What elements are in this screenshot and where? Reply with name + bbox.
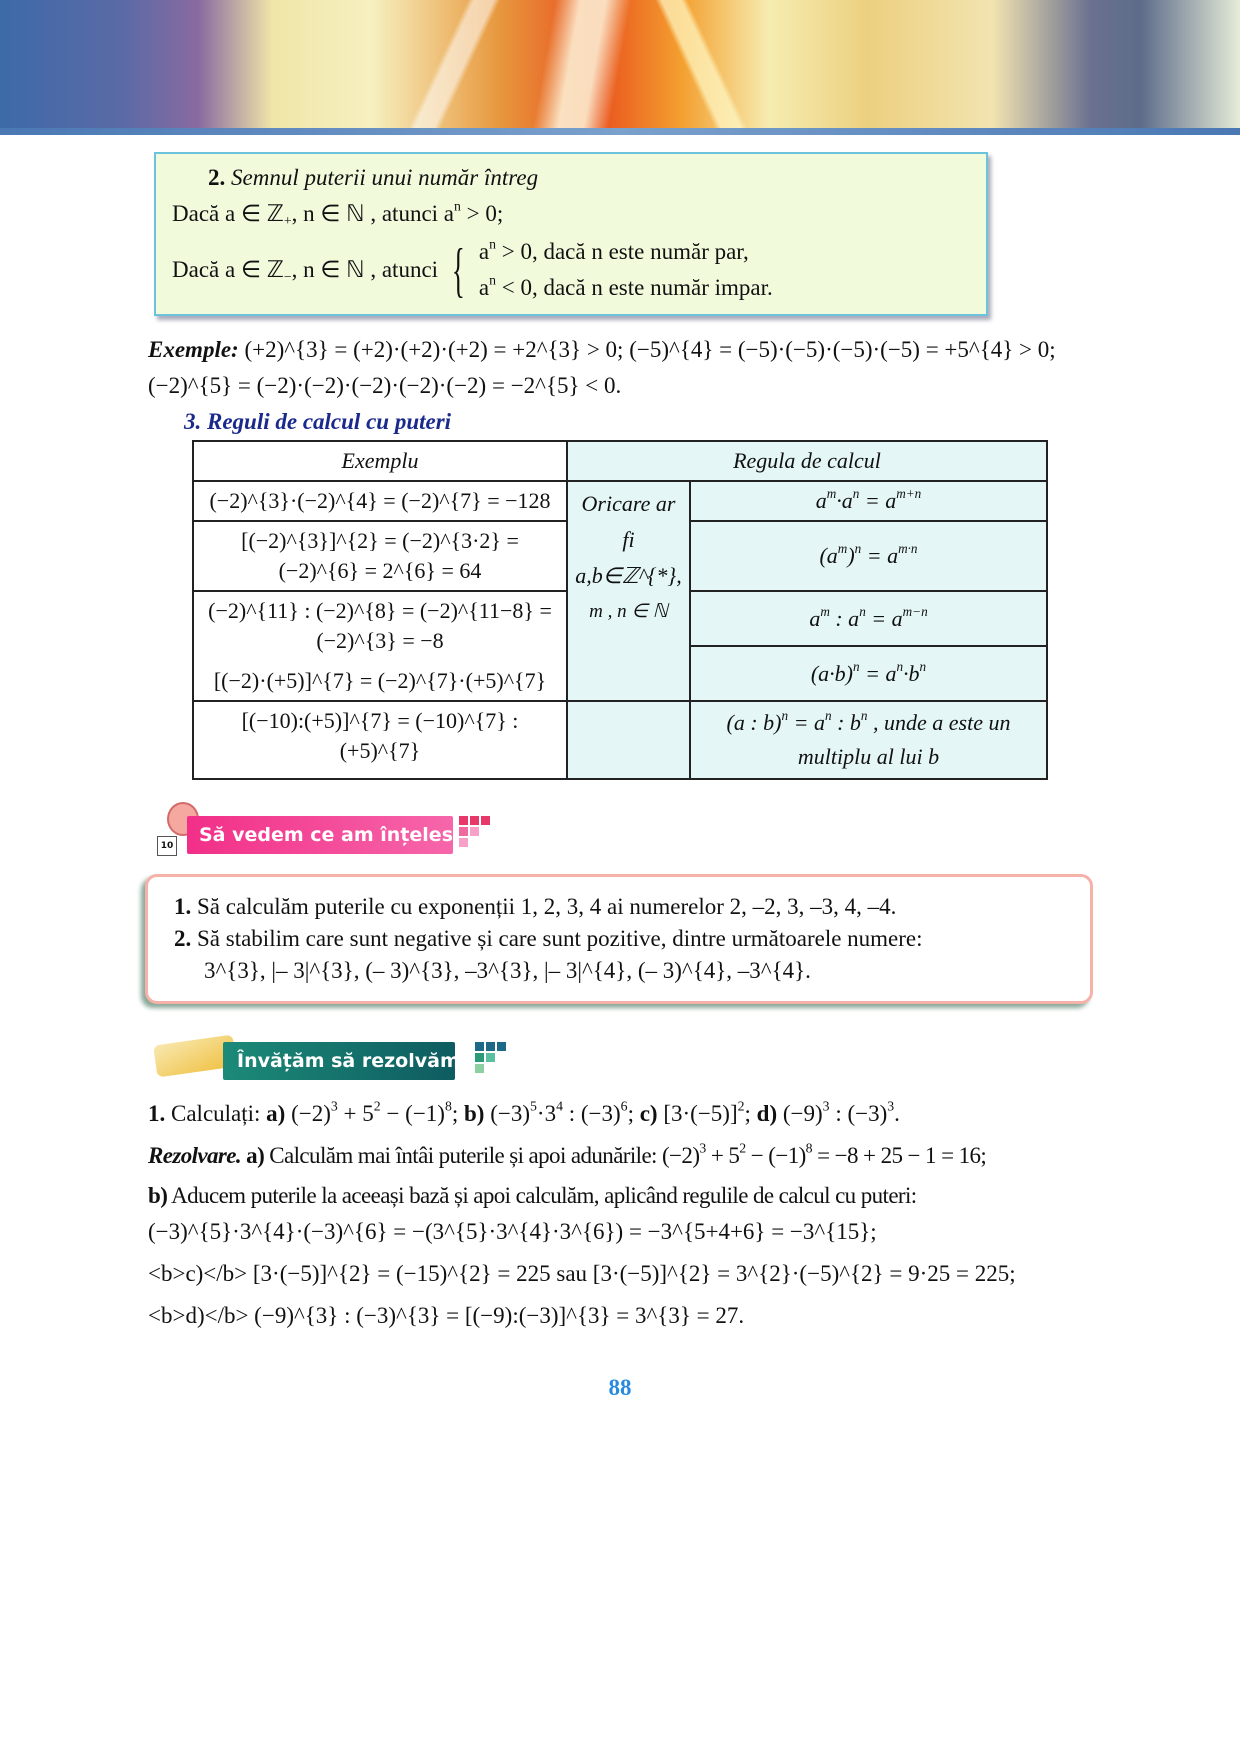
rule-cell bbox=[690, 701, 1047, 779]
example-cell bbox=[193, 591, 567, 701]
number-card-badge: 10 bbox=[157, 836, 177, 856]
header-photo-banner bbox=[0, 0, 1240, 128]
sign-rule-box bbox=[154, 152, 988, 316]
examples-label: Exemple: bbox=[148, 337, 239, 362]
condition-line: m , n ∈ ℕ bbox=[589, 601, 668, 622]
item-number: 1. bbox=[174, 894, 192, 919]
positive-base-rule: Dacă a ∈ ℤ$_+$, n ∈ ℕ , atunci $a^n > 0$; bbox=[172, 198, 504, 229]
header-example: Exemplu bbox=[193, 441, 567, 481]
negative-base-block bbox=[172, 236, 972, 304]
page-content bbox=[148, 152, 1092, 1404]
rule-note: multiplu al lui b bbox=[797, 744, 940, 769]
example-cell: [(−10):(+5)]^{7} = (−10)^{7} : (+5)^{7} bbox=[193, 701, 567, 779]
solution-a bbox=[148, 1140, 1092, 1172]
section-banner-understood bbox=[157, 802, 502, 860]
rule-cell: $a^m$ : $a^n = a^{m-n}$ bbox=[690, 591, 1047, 646]
exercise-statement bbox=[148, 1098, 1092, 1130]
rules-heading: 3. Reguli de calcul cu puteri bbox=[184, 409, 452, 434]
section-title: Să vedem ce am înțeles bbox=[187, 816, 453, 854]
page-number: 88 bbox=[608, 1375, 632, 1400]
solution-b: b) Aducem puterile la aceeași bază și apoi calculăm, aplicând regulile de calcul cu puteri: bbox=[148, 1183, 917, 1208]
examples-line-2: (−2)^{5} = (−2)·(−2)·(−2)·(−2)·(−2) = −2^{5} < 0. bbox=[148, 373, 622, 398]
item-number: 2. bbox=[174, 926, 192, 951]
case-odd: $a^n < 0$, dacă n este număr impar. bbox=[478, 272, 773, 300]
exercise-number: 1. bbox=[148, 1101, 166, 1126]
item-text: Să stabilim care sunt negative și care sunt pozitive, dintre următoarele numere: bbox=[197, 926, 923, 951]
cases bbox=[479, 236, 773, 304]
example-cell: (−2)^{3}·(−2)^{4} = (−2)^{7} = −128 bbox=[193, 481, 567, 521]
section-title: Învățăm să rezolvăm bbox=[223, 1042, 455, 1080]
rule-cell: $(a^m)^n = a^{m\cdot n}$ bbox=[690, 521, 1047, 591]
empty-condition-cell bbox=[567, 701, 690, 779]
exercise-numbers: 3^{3}, |– 3|^{3}, (– 3)^{3}, –3^{3}, |– 3|^{4}, (– 3)^{4}, –3^{4}. bbox=[204, 958, 811, 983]
exercise-item-1 bbox=[174, 891, 1074, 923]
condition-line: Oricare ar bbox=[581, 491, 676, 516]
header-rule: Regula de calcul bbox=[567, 441, 1047, 481]
example-formula: (−2)^{11} : (−2)^{8} = (−2)^{11−8} = (−2)^{3} = −8 bbox=[208, 598, 552, 653]
sign-rule-title bbox=[172, 162, 972, 194]
exercise-box bbox=[145, 874, 1093, 1004]
example-cell: [(−2)^{3}]^{2} = (−2)^{3·2} = (−2)^{6} = 2^{6} = 64 bbox=[193, 521, 567, 591]
brace-symbol: { bbox=[451, 237, 465, 303]
examples-formula-1: (+2)^{3} = (+2)·(+2)·(+2) = +2^{3} > 0; (−5)^{4} = (−5)·(−5)·(−5)·(−5) = +5^{4} > 0; bbox=[244, 337, 1056, 362]
item-text: Să calculăm puterile cu exponenții 1, 2, 3, 4 ai numerelor 2, –2, 3, –3, 4, –4. bbox=[197, 894, 897, 919]
exercise-item-2 bbox=[174, 923, 1074, 955]
exercise-text: Calculați: a) $(-2)^3 + 5^2 - (-1)^8$; b) $(-3)^5\cdot 3^4$ : $(-3)^6$; c) $[3\cdot(-5)]^2$; d) $(-9)^3$ : $(-3)^3$. bbox=[171, 1098, 900, 1126]
condition-cell bbox=[567, 481, 690, 701]
section-banner-solve bbox=[153, 1030, 518, 1088]
solution-b-formula: (−3)^{5}·3^{4}·(−3)^{6} = −(3^{5}·3^{4}·3^{6}) = −3^{5+4+6} = −3^{15}; bbox=[148, 1219, 877, 1244]
solution-label: Rezolvare. bbox=[148, 1143, 242, 1168]
solution-a-text: a) Calculăm mai întâi puterile și apoi adunările: $(-2)^3 + 5^2 - (-1)^8 = -8 + 25 - 1 = 16$; bbox=[246, 1140, 987, 1168]
rule-cell: $a^m\cdot a^n = a^{m+n}$ bbox=[690, 481, 1047, 521]
condition-line: fi bbox=[622, 527, 635, 552]
rule-formula: (a : $b)^n = a^n$ : $b^n$ , unde a este un bbox=[726, 708, 1011, 735]
header-divider bbox=[0, 128, 1240, 135]
example-formula: [(−2)·(+5)]^{7} = (−2)^{7}·(+5)^{7} bbox=[213, 668, 547, 693]
case-even: $a^n > 0$, dacă n este număr par, bbox=[478, 236, 749, 264]
rule-cell: $(a\cdot b)^n = a^n\cdot b^n$ bbox=[690, 646, 1047, 701]
negative-base-rule: Dacă a ∈ ℤ$_-$, n ∈ ℕ , atunci bbox=[172, 257, 439, 285]
title-text: Semnul puterii unui număr întreg bbox=[231, 165, 539, 190]
title-number: 2. bbox=[208, 165, 226, 190]
solution-d: <b>d)</b> (−9)^{3} : (−3)^{3} = [(−9):(−3)]^{3} = 3^{3} = 27. bbox=[148, 1303, 745, 1328]
examples-line-1 bbox=[148, 334, 1092, 366]
rules-table bbox=[192, 440, 1048, 780]
solution-c: <b>c)</b> [3·(−5)]^{2} = (−15)^{2} = 225 sau [3·(−5)]^{2} = 3^{2}·(−5)^{2} = 9·25 = 225; bbox=[148, 1261, 1016, 1286]
condition-line: a,b∈ℤ^{*}, bbox=[575, 563, 682, 588]
